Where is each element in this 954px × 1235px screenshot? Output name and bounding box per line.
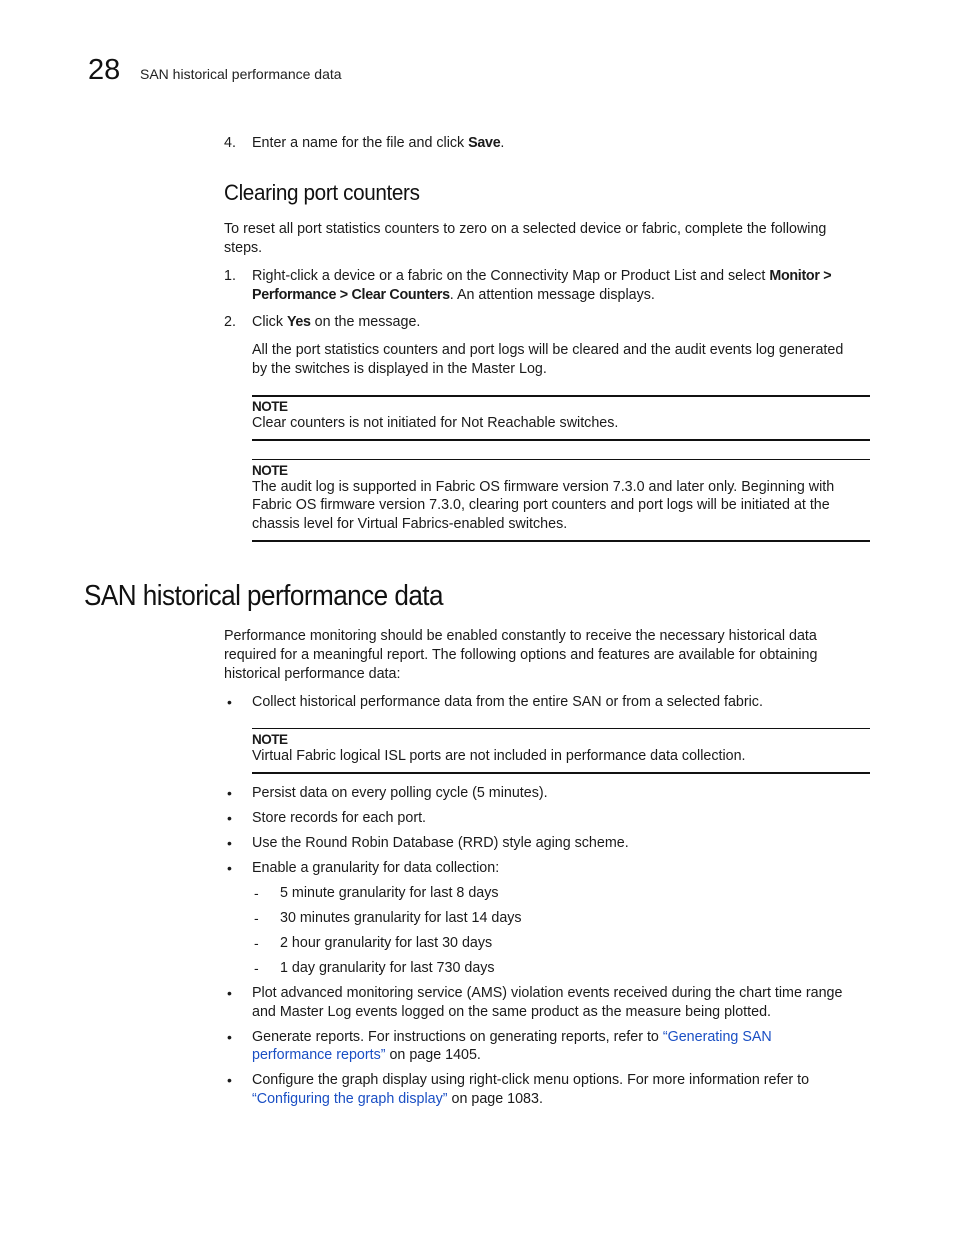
list-item: Persist data on every polling cycle (5 minutes). xyxy=(252,785,548,801)
list-item: “Configuring the graph display” on page 1083. xyxy=(252,1091,543,1107)
note-label: NOTE xyxy=(252,463,288,478)
section-heading-san: SAN historical performance data xyxy=(84,580,443,612)
sub-list-item: 1 day granularity for last 730 days xyxy=(280,960,495,976)
note-top-rule xyxy=(252,395,870,397)
bullet-icon: • xyxy=(227,860,232,876)
paragraph-line: steps. xyxy=(224,240,263,256)
list-item: Store records for each port. xyxy=(252,810,427,826)
bullet-icon: • xyxy=(227,785,232,801)
paragraph-line: by the switches is displayed in the Master Log. xyxy=(252,361,547,377)
ui-term-monitor: Monitor > xyxy=(769,268,832,284)
step-text: Enter a name for the file and click Save. xyxy=(252,135,505,151)
step-number: 1. xyxy=(224,268,236,284)
bullet-icon: • xyxy=(227,1072,232,1088)
list-item: and Master Log events logged on the same product as the measure being plotted. xyxy=(252,1004,771,1020)
bullet-icon: • xyxy=(227,985,232,1001)
bullet-icon: • xyxy=(227,1029,232,1045)
list-item: Generate reports. For instructions on generating reports, refer to “Generating SAN xyxy=(252,1029,772,1045)
link-configuring-graph-display[interactable]: “Configuring the graph display” xyxy=(252,1091,448,1107)
list-item: Enable a granularity for data collection: xyxy=(252,860,500,876)
list-item: Collect historical performance data from the entire SAN or from a selected fabric. xyxy=(252,694,763,710)
note-text: chassis level for Virtual Fabrics-enabled switches. xyxy=(252,516,568,532)
note-text: Virtual Fabric logical ISL ports are not included in performance data collection. xyxy=(252,748,746,764)
bullet-icon: • xyxy=(227,810,232,826)
sub-list-item: 30 minutes granularity for last 14 days xyxy=(280,910,522,926)
step-number: 4. xyxy=(224,135,236,151)
sub-list-item: 5 minute granularity for last 8 days xyxy=(280,885,499,901)
step-text: Right-click a device or a fabric on the Connectivity Map or Product List and select Monitor > xyxy=(252,268,832,284)
dash-icon: - xyxy=(254,885,259,901)
list-item: Configure the graph display using right-click menu options. For more information refer to xyxy=(252,1072,810,1088)
paragraph-line: All the port statistics counters and port logs will be cleared and the audit events log generated xyxy=(252,342,844,358)
note-text: The audit log is supported in Fabric OS firmware version 7.3.0 and later only. Beginning with xyxy=(252,479,835,495)
paragraph-line: Performance monitoring should be enabled constantly to receive the necessary historical data xyxy=(224,628,817,644)
note-bottom-rule xyxy=(252,772,870,774)
note-bottom-rule xyxy=(252,540,870,542)
ui-term-yes: Yes xyxy=(286,314,311,330)
bullet-icon: • xyxy=(227,835,232,851)
bullet-icon: • xyxy=(227,694,232,710)
ui-term-clear-counters: Performance > Clear Counters xyxy=(252,287,450,303)
chapter-number: 28 xyxy=(88,54,121,86)
note-bottom-rule xyxy=(252,439,870,441)
paragraph-line: historical performance data: xyxy=(224,666,401,682)
link-generating-san-reports[interactable]: “Generating SAN xyxy=(662,1029,772,1045)
sub-list-item: 2 hour granularity for last 30 days xyxy=(280,935,493,951)
note-text: Fabric OS firmware version 7.3.0, clearing port counters and port logs will be initiated at the xyxy=(252,497,830,513)
paragraph-line: required for a meaningful report. The following options and features are available for obtaining xyxy=(224,647,818,663)
step-text: Click Yes on the message. xyxy=(252,314,421,330)
step-number: 2. xyxy=(224,314,236,330)
section-heading-clearing: Clearing port counters xyxy=(224,180,420,205)
note-text: Clear counters is not initiated for Not Reachable switches. xyxy=(252,415,619,431)
note-top-rule xyxy=(252,728,870,729)
ui-term-save: Save xyxy=(468,135,501,151)
note-top-rule xyxy=(252,459,870,460)
dash-icon: - xyxy=(254,960,259,976)
list-item: performance reports” on page 1405. xyxy=(252,1047,481,1063)
note-label: NOTE xyxy=(252,399,288,414)
note-label: NOTE xyxy=(252,732,288,747)
list-item: Use the Round Robin Database (RRD) style aging scheme. xyxy=(252,835,629,851)
link-generating-san-reports[interactable]: performance reports” xyxy=(252,1047,386,1063)
running-header: SAN historical performance data xyxy=(140,66,342,82)
dash-icon: - xyxy=(254,935,259,951)
step-text: Performance > Clear Counters. An attention message displays. xyxy=(252,287,655,303)
paragraph-line: To reset all port statistics counters to zero on a selected device or fabric, complete the following xyxy=(224,221,827,237)
dash-icon: - xyxy=(254,910,259,926)
list-item: Plot advanced monitoring service (AMS) violation events received during the chart time range xyxy=(252,985,843,1001)
